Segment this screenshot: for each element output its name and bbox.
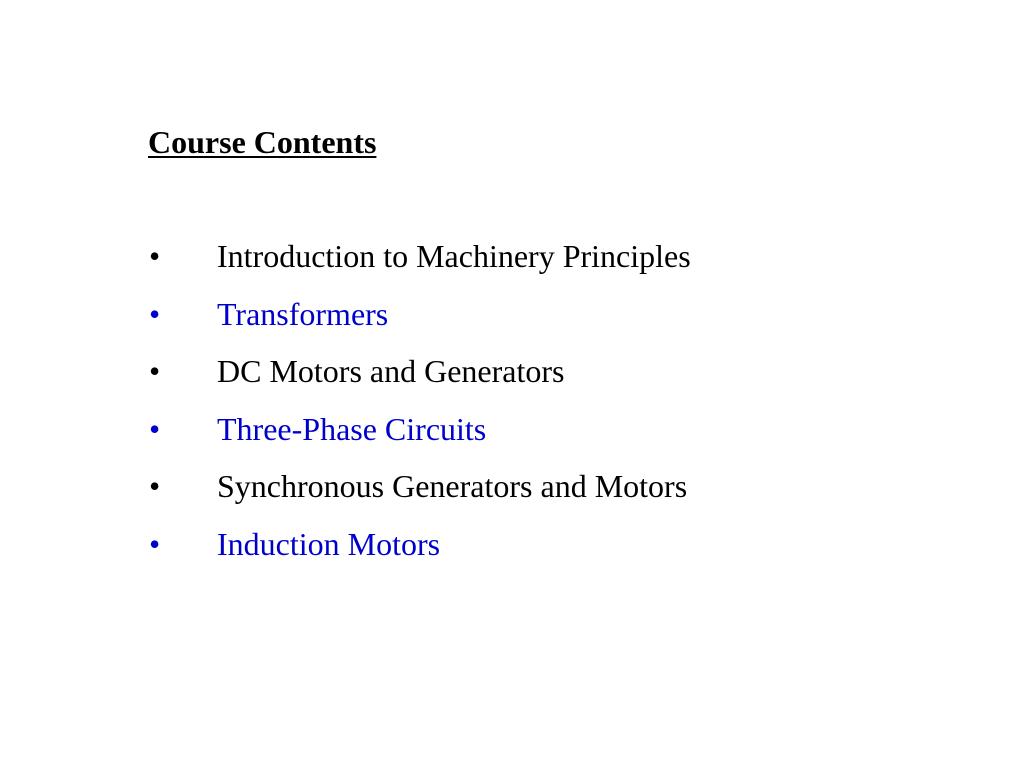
list-item: [148, 407, 691, 465]
list-item: [148, 464, 691, 522]
list-item-text: Induction Motors: [217, 525, 441, 562]
list-item-text: DC Motors and Generators: [217, 353, 565, 389]
list-item: [148, 292, 691, 350]
bullet-icon: •: [149, 468, 161, 504]
list-item-text: Introduction to Machinery Principles: [217, 238, 691, 274]
course-topic-list: [148, 234, 691, 579]
list-item-text: Three-Phase Circuits: [217, 410, 487, 447]
list-item-text: Transformers: [217, 295, 389, 332]
bullet-icon: •: [149, 353, 161, 389]
list-item: [148, 349, 691, 407]
bullet-icon: •: [149, 295, 161, 332]
list-item-text: Synchronous Generators and Motors: [217, 468, 688, 504]
bullet-icon: •: [149, 410, 161, 447]
list-item: [148, 234, 691, 292]
bullet-icon: •: [149, 238, 161, 274]
slide-title: Course Contents: [148, 124, 377, 160]
list-item: [148, 522, 691, 580]
bullet-icon: •: [149, 525, 161, 562]
